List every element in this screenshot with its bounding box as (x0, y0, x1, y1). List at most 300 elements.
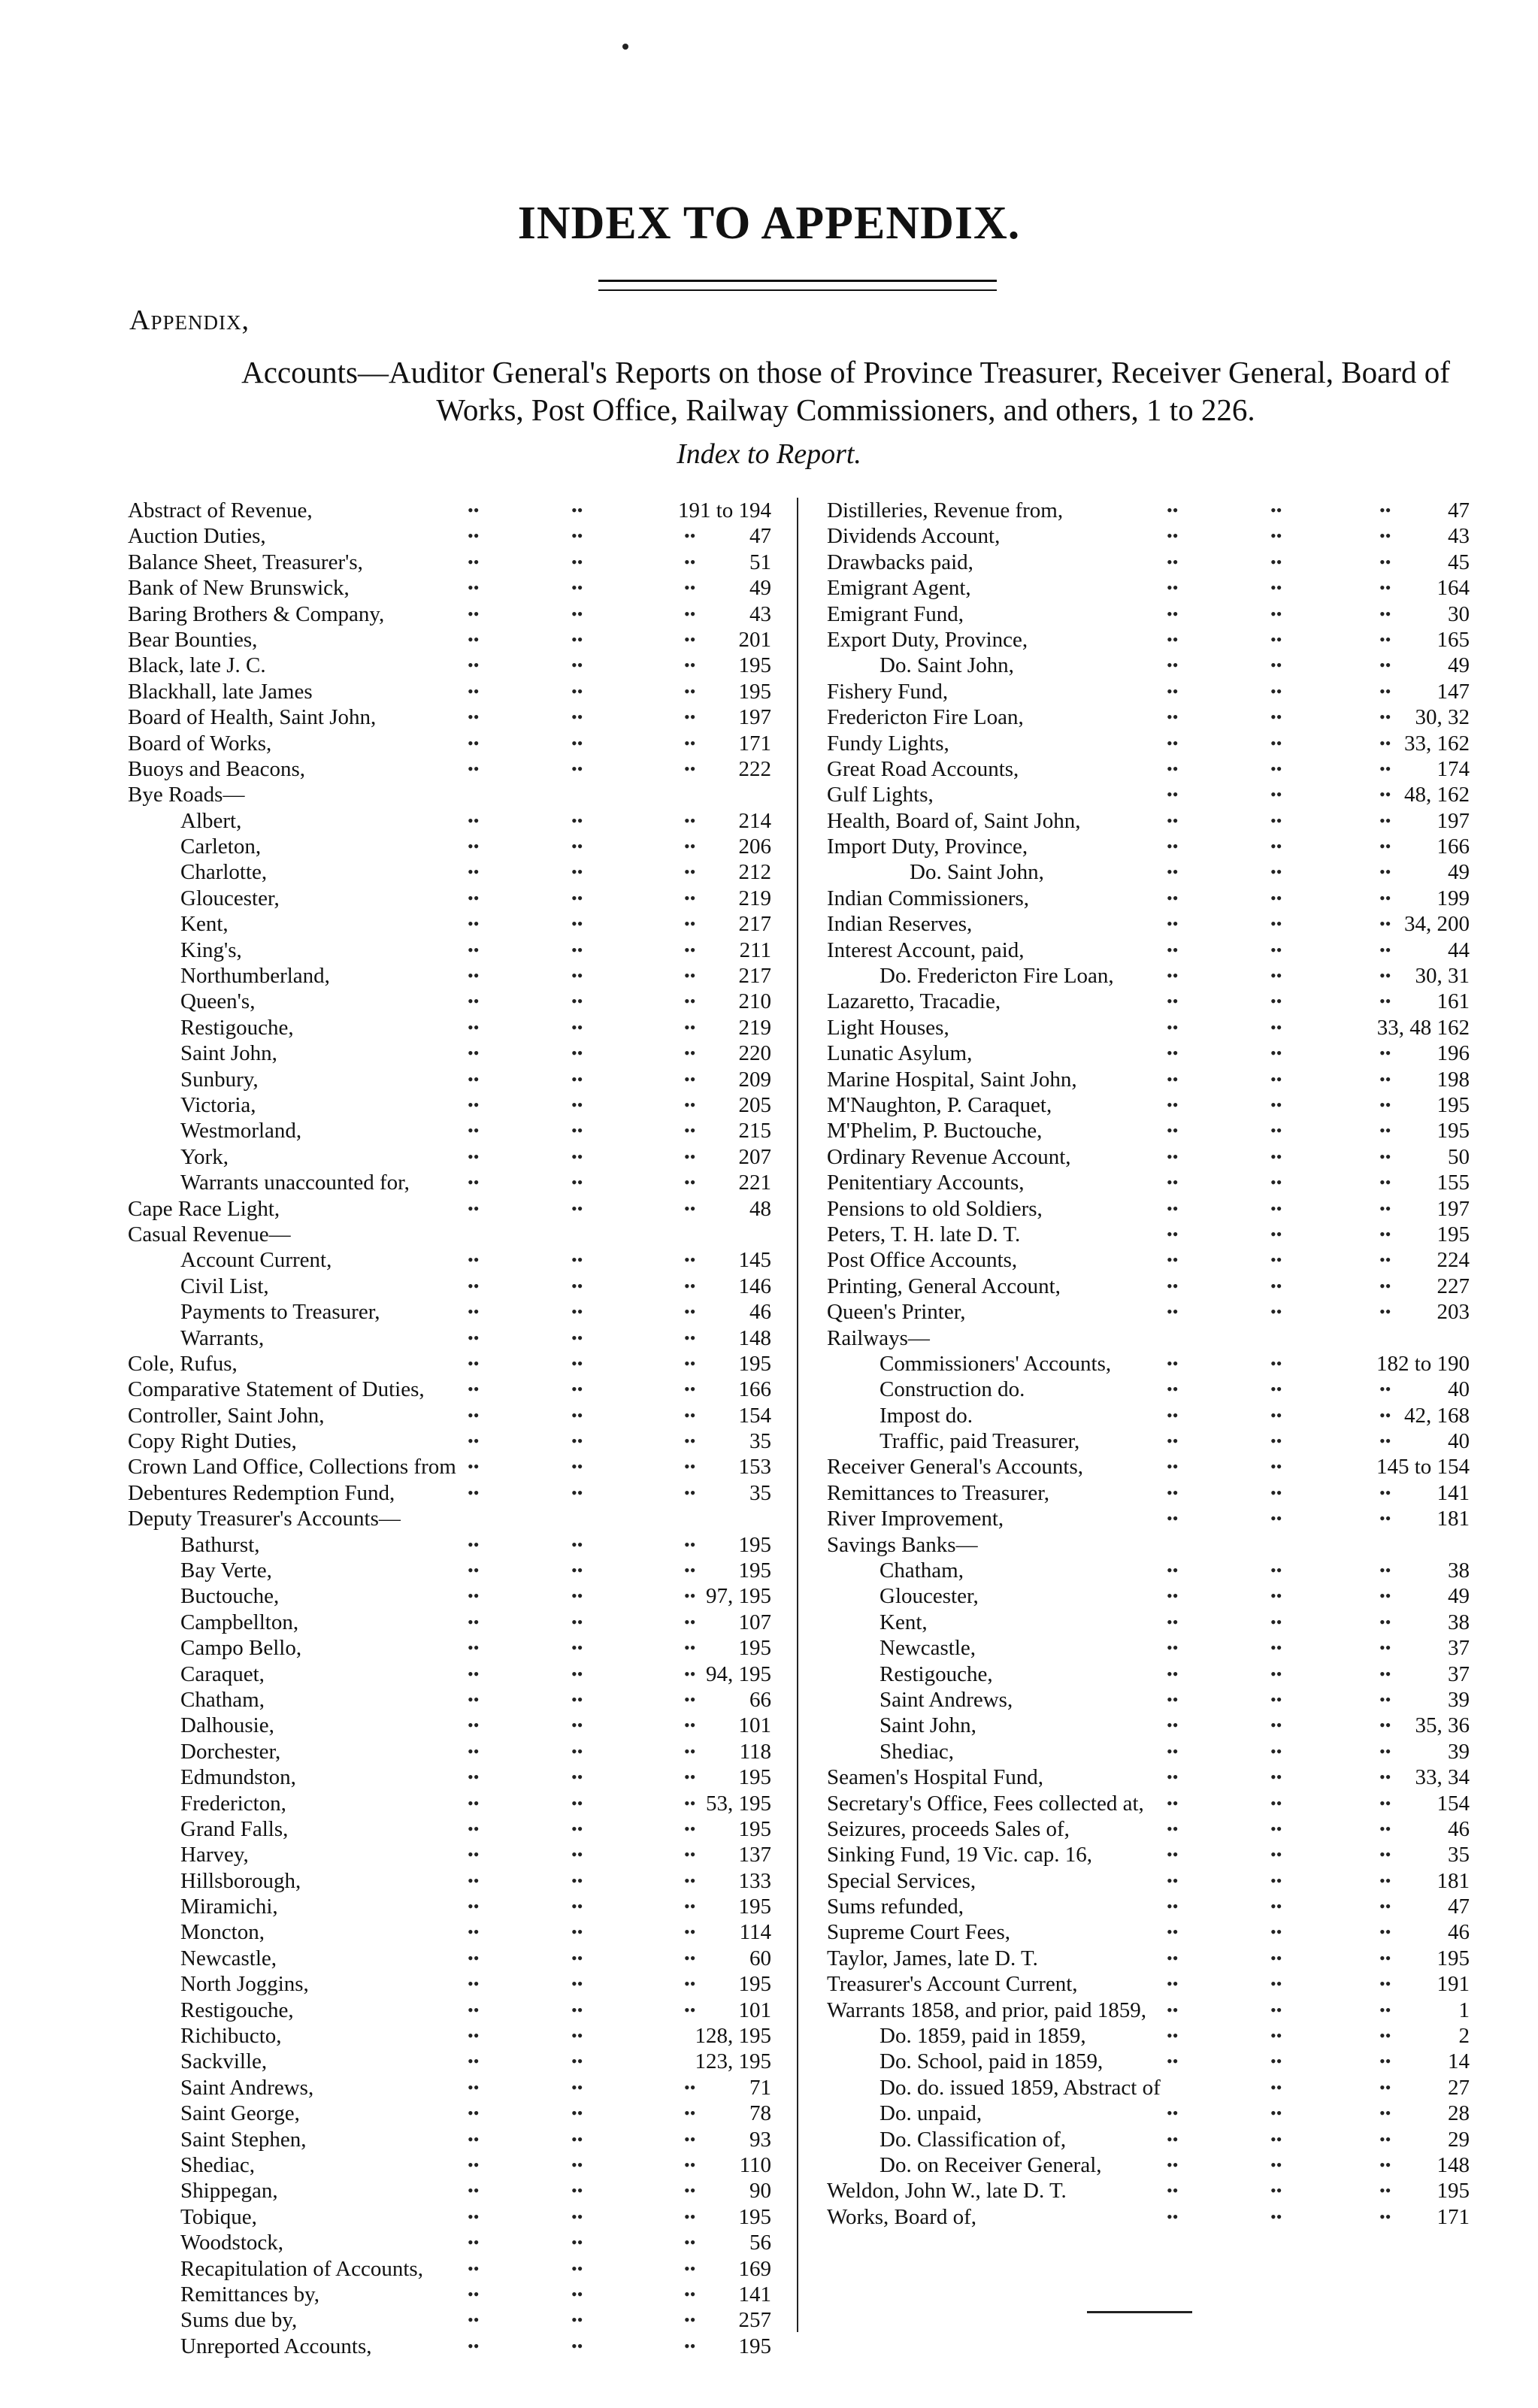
index-entry (827, 859, 1470, 885)
entry-page: 94, 195 (706, 1661, 771, 1686)
leader-dots: •• (1270, 2207, 1282, 2226)
leader-dots: •• (1270, 1767, 1282, 1787)
leader-dots: •• (1270, 1689, 1282, 1709)
leader-dots: •• (1379, 837, 1391, 856)
entry-page: 71 (749, 2075, 771, 2100)
leader-dots: •• (571, 1069, 583, 1089)
leader-dots: •• (571, 1793, 583, 1813)
leader-dots: •• (1167, 810, 1179, 830)
leader-dots: •• (571, 501, 583, 519)
leader-dots: •• (684, 2207, 696, 2226)
entry-page: 221 (738, 1171, 771, 1195)
entry-label: Fundy Lights, (827, 731, 949, 756)
leader-dots: •• (684, 1689, 696, 1709)
index-entry (128, 834, 771, 859)
leader-dots: •• (684, 1561, 696, 1580)
index-entry (827, 1739, 1470, 1764)
index-entry (827, 782, 1470, 807)
entry-page: 161 (1437, 989, 1470, 1014)
entry-label: Receiver General's Accounts, (827, 1455, 1084, 1480)
index-entry (827, 1428, 1470, 1454)
entry-label: Sums refunded, (827, 1895, 964, 1919)
leader-dots: •• (1379, 1043, 1391, 1063)
leader-dots: •• (1167, 681, 1179, 701)
entry-label: Chatham, (180, 1687, 265, 1712)
leader-dots: •• (1167, 2104, 1179, 2123)
leader-dots: •• (468, 940, 480, 959)
index-entry (128, 989, 771, 1014)
leader-dots: •• (468, 1948, 480, 1967)
leader-dots: •• (571, 1095, 583, 1114)
index-entry (128, 1816, 771, 1842)
leader-dots: •• (1379, 1716, 1391, 1735)
index-entry (128, 627, 771, 653)
leader-dots: •• (571, 1819, 583, 1838)
leader-dots: •• (1270, 1819, 1282, 1838)
entry-label: Newcastle, (880, 1636, 976, 1661)
entry-label: Blackhall, late James (128, 679, 313, 704)
entry-label: Bank of New Brunswick, (128, 576, 350, 601)
leader-dots: •• (468, 656, 480, 675)
index-entry (128, 2075, 771, 2101)
leader-dots: •• (1379, 501, 1391, 519)
entry-label: Restigouche, (180, 1998, 294, 2022)
leader-dots: •• (468, 1922, 480, 1942)
leader-dots: •• (468, 1638, 480, 1658)
leader-dots: •• (571, 2258, 583, 2278)
index-entry (128, 1196, 771, 1222)
leader-dots: •• (1167, 1353, 1179, 1373)
entry-label: Pensions to old Soldiers, (827, 1196, 1043, 1221)
leader-dots: •• (684, 1043, 696, 1063)
leader-dots: •• (1379, 1483, 1391, 1502)
leader-dots: •• (1167, 1793, 1179, 1813)
leader-dots: •• (1167, 1845, 1179, 1864)
index-entry (128, 1170, 771, 1195)
index-entry (128, 1842, 771, 1867)
leader-dots: •• (1167, 1509, 1179, 1528)
leader-dots: •• (1167, 862, 1179, 882)
entry-page: 35 (1448, 1843, 1470, 1867)
leader-dots: •• (684, 1353, 696, 1373)
leader-dots: •• (1270, 759, 1282, 778)
index-entry (128, 1919, 771, 1945)
leader-dots: •• (468, 1845, 480, 1864)
leader-dots: •• (1379, 2052, 1391, 2071)
leader-dots: •• (468, 1069, 480, 1089)
leader-dots: •• (1270, 526, 1282, 546)
leader-dots: •• (1270, 1457, 1282, 1477)
leader-dots: •• (1379, 2104, 1391, 2123)
entry-label: Warrants 1858, and prior, paid 1859, (827, 1998, 1146, 2022)
index-entry (827, 1791, 1470, 1816)
leader-dots: •• (1167, 785, 1179, 804)
entry-label: Post Office Accounts, (827, 1248, 1018, 1273)
index-entry (128, 2282, 771, 2307)
leader-dots: •• (1379, 1664, 1391, 1683)
index-entry (827, 498, 1470, 523)
index-entry (827, 1532, 1470, 1558)
index-entry (827, 886, 1470, 911)
index-entry (128, 2334, 771, 2359)
entry-page: 214 (738, 808, 771, 833)
leader-dots: •• (684, 733, 696, 753)
leader-dots: •• (684, 629, 696, 649)
leader-dots: •• (1167, 1561, 1179, 1580)
leader-dots: •• (684, 2258, 696, 2278)
leader-dots: •• (1167, 1146, 1179, 1166)
entry-page: 39 (1448, 1687, 1470, 1712)
end-rule (1087, 2311, 1192, 2313)
leader-dots: •• (1379, 2129, 1391, 2149)
index-entry (128, 2049, 771, 2074)
entry-page: 49 (1448, 1584, 1470, 1609)
entry-page: 147 (1437, 679, 1470, 704)
leader-dots: •• (571, 2155, 583, 2174)
entry-label: Cole, Rufus, (128, 1351, 238, 1376)
entry-page: 49 (749, 576, 771, 601)
index-entry (827, 1971, 1470, 1997)
leader-dots: •• (468, 2104, 480, 2123)
index-entry (128, 2023, 771, 2049)
index-entry (827, 2075, 1470, 2101)
leader-dots: •• (571, 2181, 583, 2201)
entry-label: Commissioners' Accounts, (880, 1351, 1112, 1376)
leader-dots: •• (684, 1276, 696, 1295)
leader-dots: •• (1167, 2155, 1179, 2174)
leader-dots: •• (571, 2207, 583, 2226)
entry-page: 37 (1448, 1661, 1470, 1686)
leader-dots: •• (468, 501, 480, 519)
entry-page: 35 (749, 1480, 771, 1505)
entry-label: Deputy Treasurer's Accounts— (128, 1507, 401, 1531)
entry-page: 166 (738, 1377, 771, 1402)
entry-label: Saint John, (180, 1041, 277, 1066)
leader-dots: •• (468, 1457, 480, 1477)
entry-label: Restigouche, (880, 1661, 993, 1686)
leader-dots: •• (468, 1017, 480, 1037)
leader-dots: •• (571, 681, 583, 701)
entry-label: Do. School, paid in 1859, (880, 2049, 1104, 2074)
leader-dots: •• (1167, 1095, 1179, 1114)
index-entry (128, 1040, 771, 1066)
leader-dots: •• (571, 1380, 583, 1399)
entry-page: 56 (749, 2231, 771, 2255)
leader-dots: •• (1379, 1173, 1391, 1192)
index-entry (128, 2307, 771, 2333)
entry-page: 195 (738, 1558, 771, 1583)
entry-label: Fredericton, (180, 1791, 286, 1816)
entry-label: Westmorland, (180, 1119, 302, 1143)
index-entry (827, 653, 1470, 678)
leader-dots: •• (1270, 1173, 1282, 1192)
entry-label: Buoys and Beacons, (128, 756, 305, 781)
leader-dots: •• (571, 1974, 583, 1994)
entry-label: Saint Andrews, (180, 2075, 314, 2100)
leader-dots: •• (571, 1405, 583, 1425)
leader-dots: •• (1379, 1897, 1391, 1916)
index-entry (128, 1558, 771, 1583)
index-entry (827, 834, 1470, 859)
leader-dots: •• (1270, 1017, 1282, 1037)
entry-label: Remittances by, (180, 2282, 319, 2307)
entry-page: 211 (739, 937, 771, 962)
index-entry (827, 1868, 1470, 1894)
leader-dots: •• (1270, 2104, 1282, 2123)
entry-page: 145 (738, 1248, 771, 1273)
leader-dots: •• (684, 1948, 696, 1967)
entry-label: Campbellton, (180, 1610, 299, 1634)
leader-dots: •• (1379, 1380, 1391, 1399)
entry-label: Traffic, paid Treasurer, (880, 1429, 1080, 1454)
entry-page: 195 (738, 2334, 771, 2358)
entry-label: Dividends Account, (827, 524, 1001, 549)
leader-dots: •• (1379, 1224, 1391, 1243)
entry-label: Printing, General Account, (827, 1274, 1061, 1298)
index-entry (128, 550, 771, 575)
entry-page: 227 (1437, 1274, 1470, 1298)
leader-dots: •• (1379, 2000, 1391, 2019)
leader-dots: •• (1270, 862, 1282, 882)
index-entry (827, 601, 1470, 627)
leader-dots: •• (684, 2284, 696, 2304)
entry-page: 195 (738, 1895, 771, 1919)
entry-label: Treasurer's Account Current, (827, 1972, 1078, 1997)
index-entry (827, 679, 1470, 704)
index-entry (128, 1454, 771, 1480)
entry-page: 1 (1458, 1998, 1470, 2022)
leader-dots: •• (571, 707, 583, 727)
leader-dots: •• (1167, 1974, 1179, 1994)
leader-dots: •• (468, 1043, 480, 1063)
leader-dots: •• (1270, 785, 1282, 804)
leader-dots: •• (468, 888, 480, 907)
index-entry (827, 1274, 1470, 1299)
entry-label: Richibucto, (180, 2024, 282, 2049)
index-entry (128, 911, 771, 937)
entry-label: Black, late J. C. (128, 653, 266, 678)
index-entry (827, 1144, 1470, 1170)
leader-dots: •• (571, 2026, 583, 2046)
index-entry (827, 1713, 1470, 1738)
index-entry (827, 1067, 1470, 1092)
entry-page: 205 (738, 1092, 771, 1117)
leader-dots: •• (684, 1767, 696, 1787)
leader-dots: •• (1167, 1897, 1179, 1916)
index-entry (827, 756, 1470, 782)
leader-dots: •• (1270, 681, 1282, 701)
leader-dots: •• (571, 1328, 583, 1347)
leader-dots: •• (468, 862, 480, 882)
leader-dots: •• (571, 888, 583, 907)
leader-dots: •• (571, 992, 583, 1011)
leader-dots: •• (1270, 1380, 1282, 1399)
entry-page: 166 (1437, 834, 1470, 859)
entry-page: 53, 195 (706, 1791, 771, 1816)
index-entry (827, 989, 1470, 1014)
leader-dots: •• (1270, 888, 1282, 907)
index-entry (128, 1661, 771, 1687)
leader-dots: •• (1379, 1302, 1391, 1322)
index-entry (827, 808, 1470, 834)
leader-dots: •• (1167, 656, 1179, 675)
leader-dots: •• (468, 707, 480, 727)
entry-page: 195 (1437, 1119, 1470, 1143)
leader-dots: •• (1379, 810, 1391, 830)
leader-dots: •• (468, 1897, 480, 1916)
entry-label: Abstract of Revenue, (128, 498, 313, 522)
leader-dots: •• (1167, 629, 1179, 649)
index-entry (827, 963, 1470, 989)
entry-page: 46 (1448, 1816, 1470, 1841)
entry-page: 181 (1437, 1507, 1470, 1531)
leader-dots: •• (684, 1922, 696, 1942)
leader-dots: •• (684, 1534, 696, 1554)
entry-page: 220 (738, 1041, 771, 1066)
index-entry (827, 1196, 1470, 1222)
leader-dots: •• (684, 2104, 696, 2123)
entry-label: Unreported Accounts, (180, 2334, 372, 2358)
leader-dots: •• (684, 2181, 696, 2201)
leader-dots: •• (571, 862, 583, 882)
entry-label: Board of Health, Saint John, (128, 705, 377, 730)
entry-page: 182 to 190 (1376, 1351, 1470, 1376)
leader-dots: •• (1379, 1198, 1391, 1218)
leader-dots: •• (1379, 1793, 1391, 1813)
entry-label: Light Houses, (827, 1015, 949, 1040)
leader-dots: •• (571, 837, 583, 856)
entry-page: 174 (1437, 756, 1470, 781)
entry-page: 47 (1448, 498, 1470, 522)
entry-label: Queen's, (180, 989, 256, 1014)
index-entry (827, 731, 1470, 756)
entry-page: 198 (1437, 1067, 1470, 1092)
index-entry (128, 782, 771, 807)
entry-page: 217 (738, 964, 771, 989)
leader-dots: •• (1167, 1586, 1179, 1606)
leader-dots: •• (1167, 992, 1179, 1011)
leader-dots: •• (468, 2258, 480, 2278)
leader-dots: •• (1270, 837, 1282, 856)
entry-label: Woodstock, (180, 2231, 284, 2255)
entry-label: Marine Hospital, Saint John, (827, 1067, 1077, 1092)
leader-dots: •• (571, 1561, 583, 1580)
entry-page: 195 (738, 1765, 771, 1790)
entry-label: King's, (180, 937, 242, 962)
entry-page: 43 (749, 601, 771, 626)
printer-mark (622, 44, 628, 50)
leader-dots: •• (468, 2052, 480, 2071)
leader-dots: •• (1379, 604, 1391, 623)
entry-page: 217 (738, 912, 771, 937)
index-entry (128, 2230, 771, 2255)
leader-dots: •• (468, 1664, 480, 1683)
leader-dots: •• (468, 1328, 480, 1347)
leader-dots: •• (571, 2077, 583, 2097)
leader-dots: •• (1379, 1638, 1391, 1658)
leader-dots: •• (1379, 1405, 1391, 1425)
appendix-heading: Appendix, (129, 304, 250, 336)
leader-dots: •• (684, 707, 696, 727)
entry-page: 47 (1448, 1895, 1470, 1919)
entry-page: 209 (738, 1067, 771, 1092)
leader-dots: •• (1379, 578, 1391, 598)
leader-dots: •• (1379, 1819, 1391, 1838)
entry-page: 148 (1437, 2153, 1470, 2177)
leader-dots: •• (1379, 1250, 1391, 1270)
leader-dots: •• (1167, 2207, 1179, 2226)
leader-dots: •• (468, 1276, 480, 1295)
entry-page: 207 (738, 1144, 771, 1169)
leader-dots: •• (1167, 1250, 1179, 1270)
entry-page: 195 (738, 1972, 771, 1997)
entry-page: 195 (738, 679, 771, 704)
leader-dots: •• (1379, 1689, 1391, 1709)
index-entry (128, 1894, 771, 1919)
entry-label: Controller, Saint John, (128, 1403, 325, 1428)
leader-dots: •• (1379, 1069, 1391, 1089)
entry-page: 171 (738, 731, 771, 756)
leader-dots: •• (1379, 1146, 1391, 1166)
leader-dots: •• (1270, 810, 1282, 830)
leader-dots: •• (468, 1870, 480, 1890)
leader-dots: •• (1270, 656, 1282, 675)
entry-page: 35 (749, 1429, 771, 1454)
leader-dots: •• (468, 2336, 480, 2355)
index-entry (128, 1377, 771, 1402)
leader-dots: •• (1379, 629, 1391, 649)
entry-page: 97, 195 (706, 1584, 771, 1609)
leader-dots: •• (468, 1561, 480, 1580)
entry-page: 191 to 194 (677, 498, 771, 522)
entry-page: 30 (1448, 601, 1470, 626)
index-entry (827, 1635, 1470, 1661)
leader-dots: •• (468, 1173, 480, 1192)
leader-dots: •• (1167, 1612, 1179, 1631)
leader-dots: •• (468, 2207, 480, 2226)
leader-dots: •• (468, 2077, 480, 2097)
entry-page: 155 (1437, 1171, 1470, 1195)
entry-page: 164 (1437, 576, 1470, 601)
leader-dots: •• (571, 2104, 583, 2123)
leader-dots: •• (684, 604, 696, 623)
leader-dots: •• (1379, 1612, 1391, 1631)
leader-dots: •• (1379, 888, 1391, 907)
leader-dots: •• (1379, 1767, 1391, 1787)
entry-label: Do. Classification of, (880, 2127, 1067, 2152)
entry-page: 29 (1448, 2127, 1470, 2152)
leader-dots: •• (468, 1431, 480, 1451)
leader-dots: •• (1270, 733, 1282, 753)
leader-dots: •• (571, 1741, 583, 1761)
index-entry (128, 1015, 771, 1040)
leader-dots: •• (684, 1198, 696, 1218)
leader-dots: •• (1379, 1586, 1391, 1606)
entry-label: Works, Board of, (827, 2204, 977, 2229)
leader-dots: •• (1270, 501, 1282, 519)
title-rule (598, 280, 997, 291)
leader-dots: •• (684, 2336, 696, 2355)
entry-label: Dalhousie, (180, 1713, 274, 1738)
entry-page: 48, 162 (1404, 783, 1470, 807)
leader-dots: •• (1167, 1457, 1179, 1477)
leader-dots: •• (1270, 1974, 1282, 1994)
leader-dots: •• (1270, 552, 1282, 571)
leader-dots: •• (571, 1146, 583, 1166)
entry-label: Interest Account, paid, (827, 937, 1025, 962)
leader-dots: •• (571, 1173, 583, 1192)
index-entry (128, 1428, 771, 1454)
